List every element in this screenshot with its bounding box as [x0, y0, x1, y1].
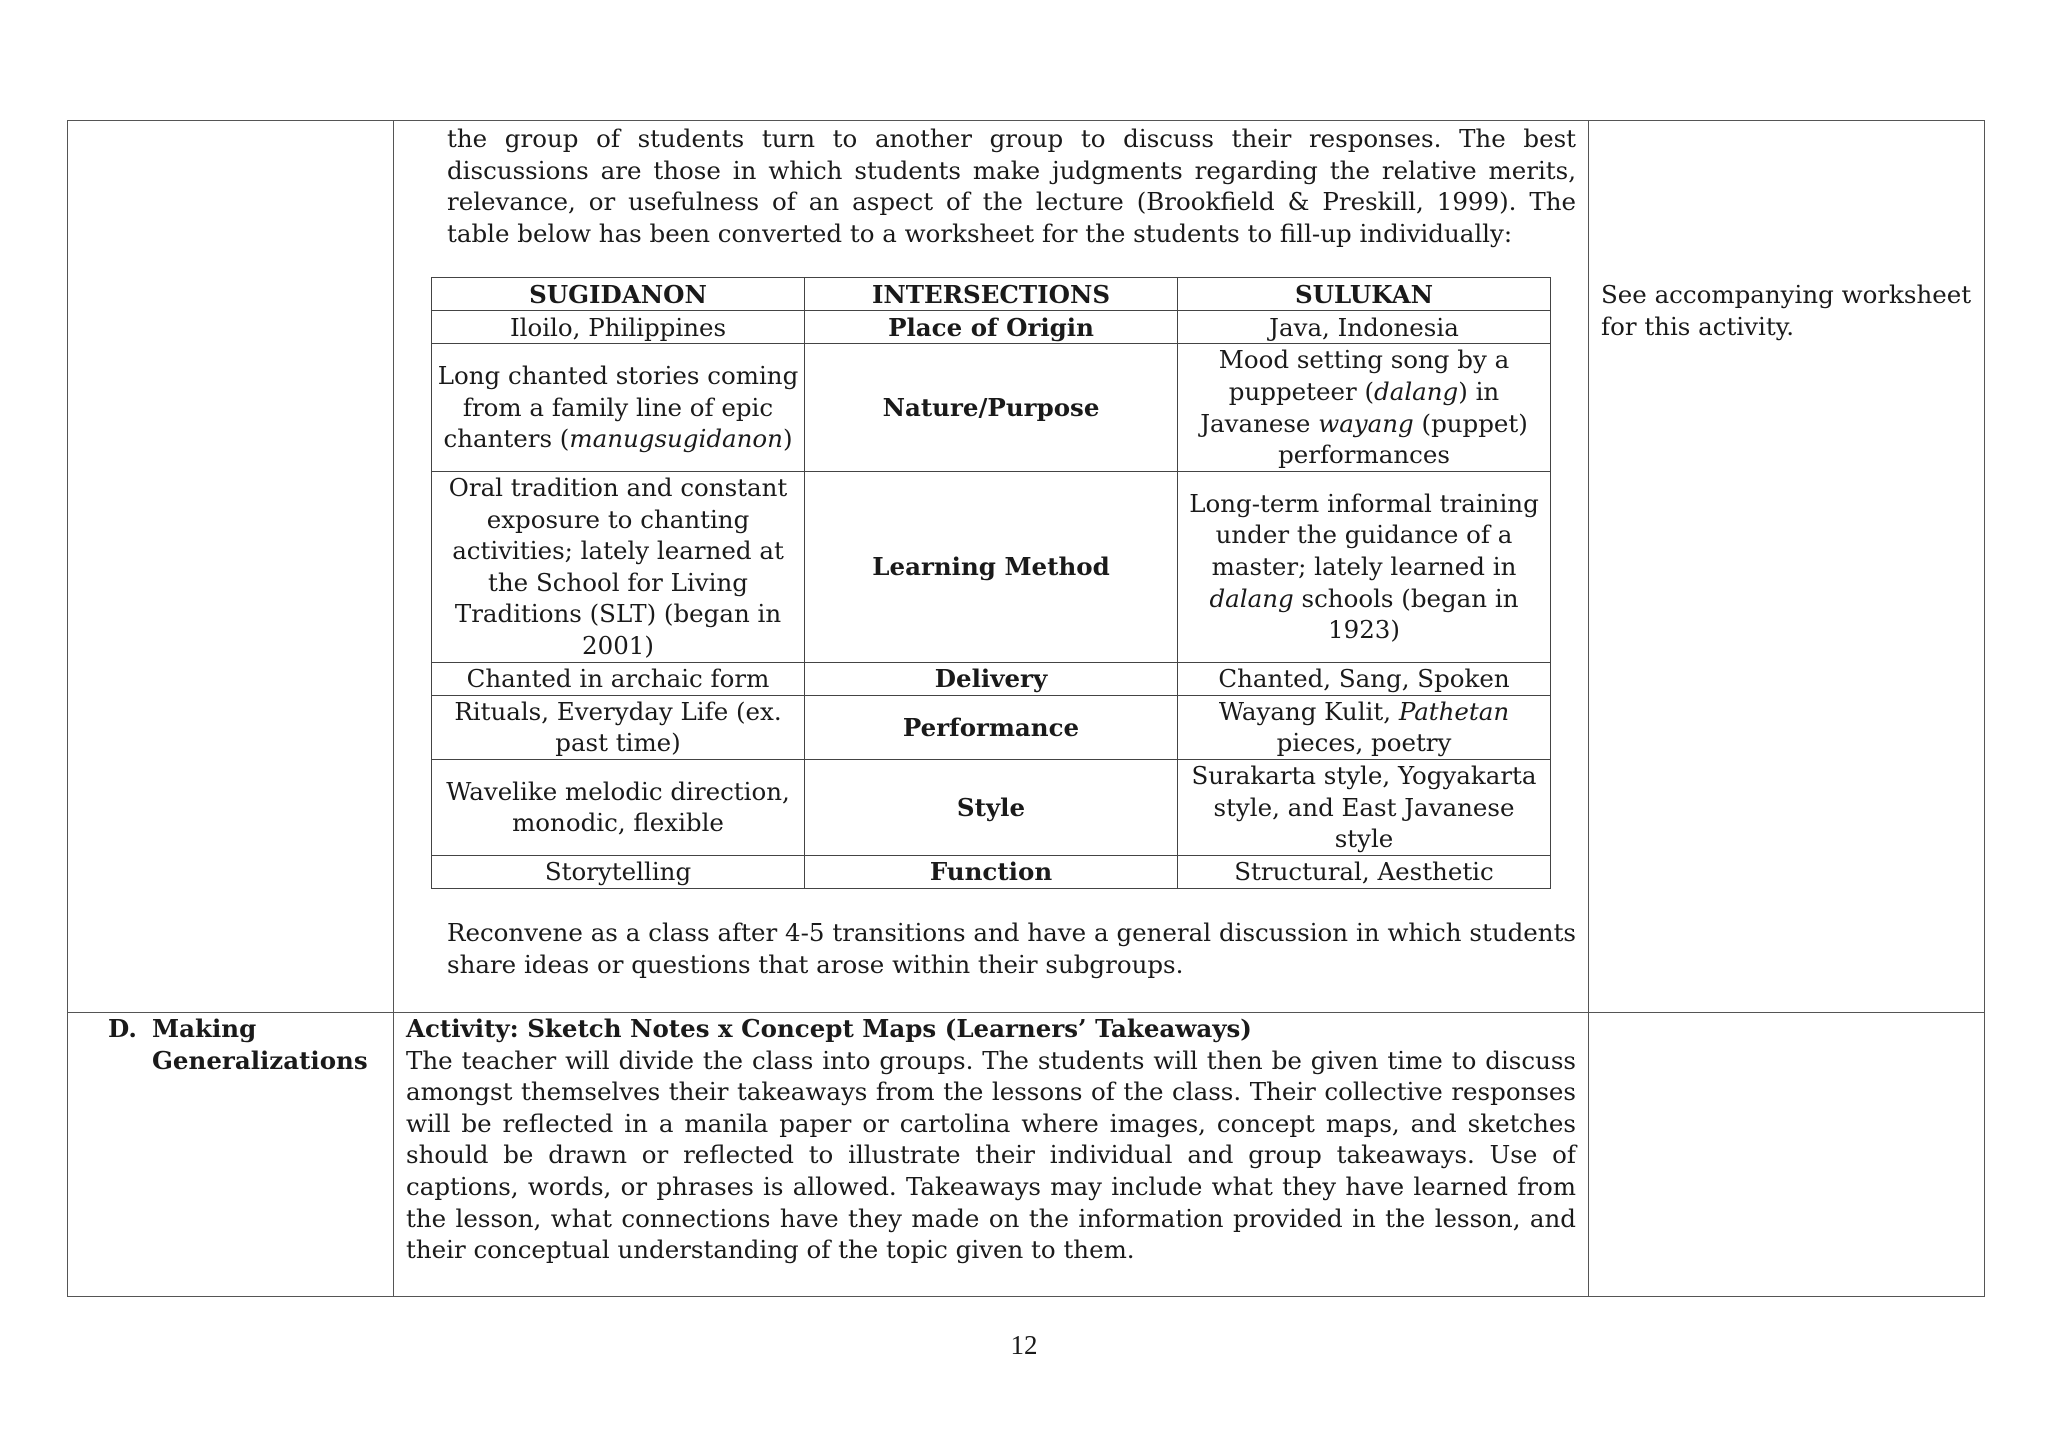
- stage-label: [108, 1013, 393, 1076]
- stage-cell-empty: [68, 121, 394, 1013]
- lesson-row-generalizations: [68, 1013, 1985, 1297]
- cell-text: pieces, poetry: [1276, 728, 1452, 758]
- intersection-cell: Place of Origin: [805, 311, 1178, 344]
- procedure-cell: [394, 1013, 1589, 1297]
- cell-text-italic: dalang: [1374, 376, 1459, 406]
- stage-letter: D.: [108, 1014, 137, 1043]
- cell-text-italic: manugsugidanon: [569, 424, 783, 454]
- table-row: [432, 695, 1551, 759]
- sugidanon-cell: [432, 344, 805, 471]
- stage-title-line1: Making: [152, 1014, 257, 1043]
- table-row: [432, 759, 1551, 855]
- table-row: [432, 662, 1551, 695]
- cell-text-italic: dalang: [1209, 583, 1294, 613]
- intro-paragraph: the group of students turn to another group to discuss their responses. The best discussions are those in which students make judgments regarding the relative merits, relevance, or usefulness of an aspect of the lecture (Brookfield & Preskill, 1999). The table below has been converted to a worksheet for the students to fill-up individually:: [447, 124, 1576, 248]
- intersection-cell: Performance: [805, 695, 1178, 759]
- page-number: 12: [1010, 1330, 1038, 1360]
- stage-title-line2: Generalizations: [152, 1045, 368, 1075]
- activity-title: Activity: Sketch Notes x Concept Maps (Learners’ Takeaways): [406, 1014, 1252, 1043]
- sugidanon-cell: Wavelike melodic direction, monodic, flexible: [432, 759, 805, 855]
- sulukan-cell: [1178, 471, 1551, 662]
- sulukan-cell: Surakarta style, Yogyakarta style, and East Javanese style: [1178, 759, 1551, 855]
- intersection-cell: Delivery: [805, 662, 1178, 695]
- comparison-table: [431, 277, 1551, 889]
- lesson-row-discussion: [68, 121, 1985, 1013]
- sugidanon-cell: Rituals, Everyday Life (ex. past time): [432, 695, 805, 759]
- intersection-cell: Style: [805, 759, 1178, 855]
- cell-text-italic: Pathetan: [1398, 696, 1510, 726]
- cell-text: ) in Javanese: [1200, 376, 1500, 438]
- sulukan-cell: Java, Indonesia: [1178, 311, 1551, 344]
- activity-description: The teacher will divide the class into groups. The students will then be given time to discuss amongst themselves their takeaways from the lessons of the class. Their collective responses will be reflected in a manila paper or cartolina where images, concept maps, and sketches should be drawn or reflected to illustrate their individual and group takeaways. Use of captions, words, or phrases is allowed. Takeaways may include what they have learned from the lesson, what connections have they made on the information provided in the lesson, and their conceptual understanding of the topic given to them.: [406, 1045, 1576, 1265]
- cell-text: (puppet) performances: [1278, 408, 1528, 470]
- cell-text: Long chanted stories coming from a family line of epic chanters (: [437, 361, 799, 454]
- worksheet-note: See accompanying worksheet for this activity.: [1601, 280, 1972, 341]
- header-sulukan: SULUKAN: [1178, 278, 1551, 311]
- intersection-cell: Nature/Purpose: [805, 344, 1178, 471]
- outro-paragraph: Reconvene as a class after 4-5 transitions and have a general discussion in which students share ideas or questions that arose within their subgroups.: [447, 917, 1576, 979]
- sugidanon-cell: Storytelling: [432, 855, 805, 888]
- lesson-plan-table: [67, 120, 1985, 1297]
- sulukan-cell: [1178, 695, 1551, 759]
- activity-block: [406, 1013, 1576, 1266]
- stage-cell: [68, 1013, 394, 1297]
- cell-text-italic: wayang: [1318, 408, 1414, 438]
- intersection-cell: Function: [805, 855, 1178, 888]
- table-row: [432, 855, 1551, 888]
- header-intersections: INTERSECTIONS: [805, 278, 1178, 311]
- cell-text: ): [782, 424, 793, 454]
- table-row: [432, 471, 1551, 662]
- comparison-header-row: [432, 278, 1551, 311]
- procedure-cell: [394, 121, 1589, 1013]
- sugidanon-cell: Oral tradition and constant exposure to chanting activities; lately learned at the School for Living Traditions (SLT) (began in 2001): [432, 471, 805, 662]
- table-row: [432, 311, 1551, 344]
- sulukan-cell: Chanted, Sang, Spoken: [1178, 662, 1551, 695]
- sulukan-cell: Structural, Aesthetic: [1178, 855, 1551, 888]
- sugidanon-cell: Chanted in archaic form: [432, 662, 805, 695]
- cell-text: Wayang Kulit,: [1218, 696, 1399, 726]
- cell-text: Mood setting song by a puppeteer (: [1218, 345, 1510, 406]
- cell-text: Long-term informal training under the guidance of a master; lately learned in: [1189, 488, 1539, 581]
- remarks-cell: [1589, 121, 1985, 1013]
- sugidanon-cell: Iloilo, Philippines: [432, 311, 805, 344]
- table-row: [432, 344, 1551, 471]
- sulukan-cell: [1178, 344, 1551, 471]
- remarks-cell-empty: [1589, 1013, 1985, 1297]
- intersection-cell: Learning Method: [805, 471, 1178, 662]
- header-sugidanon: SUGIDANON: [432, 278, 805, 311]
- cell-text: schools (began in 1923): [1293, 583, 1519, 645]
